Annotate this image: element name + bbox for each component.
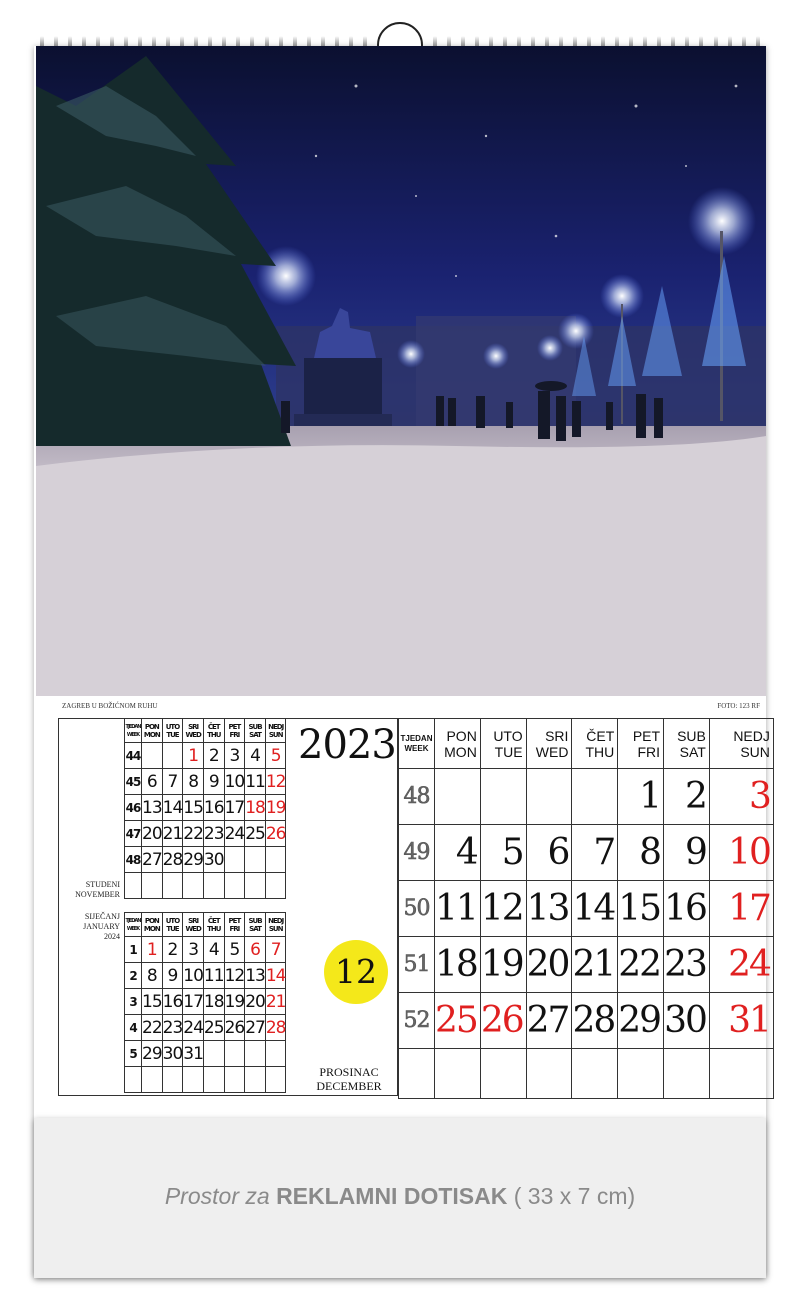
week-row	[125, 769, 286, 795]
day-header: SUB SAT	[245, 913, 266, 937]
day-header: SRI WED	[526, 719, 572, 769]
day-cell	[265, 1041, 286, 1067]
day-cell: 28	[265, 1015, 286, 1041]
day-cell	[245, 847, 266, 873]
day-cell: 16	[664, 881, 710, 937]
week-number: 47	[125, 821, 142, 847]
week-header: TJEDAN WEEK	[125, 913, 142, 937]
day-cell: 5	[480, 825, 526, 881]
day-cell	[709, 1049, 773, 1099]
day-cell: 13	[142, 795, 163, 821]
day-cell	[245, 1041, 266, 1067]
day-cell: 2	[203, 743, 224, 769]
day-cell: 15	[142, 989, 163, 1015]
week-number	[399, 1049, 435, 1099]
day-cell: 26	[265, 821, 286, 847]
day-cell	[224, 1041, 245, 1067]
january-label-en: JANUARY	[83, 922, 120, 931]
day-cell: 24	[224, 821, 245, 847]
day-cell: 24	[709, 937, 773, 993]
day-cell: 10	[224, 769, 245, 795]
day-cell: 22	[618, 937, 664, 993]
day-cell: 23	[203, 821, 224, 847]
day-cell	[526, 769, 572, 825]
day-header: ČET THU	[203, 719, 224, 743]
week-number	[125, 873, 142, 899]
day-cell	[203, 873, 224, 899]
day-cell: 7	[162, 769, 183, 795]
week-number: 48	[399, 769, 435, 825]
day-cell: 11	[435, 881, 481, 937]
day-cell: 1	[183, 743, 204, 769]
day-cell: 3	[183, 937, 204, 963]
day-cell: 2	[162, 937, 183, 963]
week-row	[125, 1041, 286, 1067]
day-cell	[162, 743, 183, 769]
january-label	[58, 912, 120, 942]
week-number: 44	[125, 743, 142, 769]
day-header: UTO TUE	[162, 719, 183, 743]
day-cell: 19	[480, 937, 526, 993]
day-cell: 27	[526, 993, 572, 1049]
week-row	[399, 881, 774, 937]
day-cell: 29	[142, 1041, 163, 1067]
day-cell: 8	[618, 825, 664, 881]
day-cell: 3	[709, 769, 773, 825]
week-number: 48	[125, 847, 142, 873]
day-cell	[265, 1067, 286, 1093]
ad-suffix: ( 33 x 7 cm)	[513, 1183, 636, 1209]
month-name-en: DECEMBER	[316, 1079, 382, 1093]
day-header: PET FRI	[618, 719, 664, 769]
day-cell: 29	[618, 993, 664, 1049]
day-cell: 30	[664, 993, 710, 1049]
day-cell: 20	[245, 989, 266, 1015]
week-number: 49	[399, 825, 435, 881]
day-cell: 25	[245, 821, 266, 847]
photo-caption: ZAGREB U BOŽIĆNOM RUHU	[62, 702, 158, 710]
november-label-hr: STUDENI	[85, 880, 120, 889]
day-header: SRI WED	[183, 719, 204, 743]
mini-calendar-january	[124, 912, 286, 1093]
day-cell: 12	[265, 769, 286, 795]
week-row	[125, 1067, 286, 1093]
ad-prefix: Prostor za	[164, 1183, 270, 1209]
day-cell: 18	[245, 795, 266, 821]
day-cell: 6	[245, 937, 266, 963]
day-cell	[142, 1067, 163, 1093]
month-name-hr: PROSINAC	[319, 1065, 379, 1079]
day-cell: 13	[245, 963, 266, 989]
day-cell	[435, 1049, 481, 1099]
year-title: 2023	[298, 722, 396, 768]
day-cell: 10	[183, 963, 204, 989]
day-cell: 9	[203, 769, 224, 795]
day-cell	[142, 873, 163, 899]
day-cell	[203, 1041, 224, 1067]
day-cell	[265, 847, 286, 873]
day-cell	[572, 769, 618, 825]
week-row	[125, 937, 286, 963]
day-cell: 16	[162, 989, 183, 1015]
week-number: 45	[125, 769, 142, 795]
december-calendar-grid	[398, 718, 774, 1099]
week-number	[125, 1067, 142, 1093]
day-cell: 4	[435, 825, 481, 881]
day-cell: 30	[162, 1041, 183, 1067]
week-header: TJEDAN WEEK	[125, 719, 142, 743]
day-cell	[183, 873, 204, 899]
day-cell: 9	[162, 963, 183, 989]
day-header: ČET THU	[572, 719, 618, 769]
week-number: 5	[125, 1041, 142, 1067]
day-cell	[162, 1067, 183, 1093]
day-cell: 13	[526, 881, 572, 937]
day-cell: 10	[709, 825, 773, 881]
day-cell: 31	[709, 993, 773, 1049]
day-cell: 23	[162, 1015, 183, 1041]
day-cell	[224, 1067, 245, 1093]
day-cell: 21	[265, 989, 286, 1015]
day-cell: 19	[265, 795, 286, 821]
day-cell: 6	[142, 769, 163, 795]
day-cell: 7	[265, 937, 286, 963]
week-row	[125, 743, 286, 769]
day-cell: 14	[572, 881, 618, 937]
day-header: SUB SAT	[664, 719, 710, 769]
day-cell: 20	[526, 937, 572, 993]
january-label-hr: SIJEČANJ	[84, 912, 120, 921]
week-row	[399, 993, 774, 1049]
day-cell: 6	[526, 825, 572, 881]
day-header: UTO TUE	[162, 913, 183, 937]
day-cell: 16	[203, 795, 224, 821]
week-row	[125, 821, 286, 847]
day-cell	[162, 873, 183, 899]
photo-credit: FOTO: 123 RF	[717, 702, 760, 710]
day-cell: 4	[245, 743, 266, 769]
month-number-badge: 12	[324, 940, 388, 1004]
day-cell: 7	[572, 825, 618, 881]
ad-bold: REKLAMNI DOTISAK	[276, 1183, 508, 1209]
day-header: PET FRI	[224, 719, 245, 743]
day-header: PON MON	[435, 719, 481, 769]
day-header: NEDJ SUN	[709, 719, 773, 769]
day-cell	[572, 1049, 618, 1099]
day-cell: 8	[142, 963, 163, 989]
week-number: 2	[125, 963, 142, 989]
day-cell	[435, 769, 481, 825]
day-cell	[526, 1049, 572, 1099]
week-row	[125, 847, 286, 873]
day-cell: 29	[183, 847, 204, 873]
day-cell: 3	[224, 743, 245, 769]
week-row	[125, 795, 286, 821]
day-cell	[224, 873, 245, 899]
week-row	[399, 825, 774, 881]
day-header: NEDJ SUN	[265, 719, 286, 743]
day-cell: 27	[142, 847, 163, 873]
day-cell	[664, 1049, 710, 1099]
day-cell: 28	[162, 847, 183, 873]
day-cell	[183, 1067, 204, 1093]
november-label	[58, 880, 120, 900]
week-header: TJEDAN WEEK	[399, 719, 435, 769]
day-header: SRI WED	[183, 913, 204, 937]
day-cell	[618, 1049, 664, 1099]
week-number: 4	[125, 1015, 142, 1041]
day-cell	[265, 873, 286, 899]
day-cell: 18	[203, 989, 224, 1015]
day-cell: 2	[664, 769, 710, 825]
day-cell: 24	[183, 1015, 204, 1041]
january-label-year: 2024	[104, 932, 120, 941]
day-cell: 25	[203, 1015, 224, 1041]
day-cell: 22	[142, 1015, 163, 1041]
day-cell: 17	[183, 989, 204, 1015]
week-number: 51	[399, 937, 435, 993]
week-row	[399, 1049, 774, 1099]
day-cell: 19	[224, 989, 245, 1015]
day-cell	[480, 1049, 526, 1099]
day-cell: 20	[142, 821, 163, 847]
day-cell: 8	[183, 769, 204, 795]
day-cell: 15	[183, 795, 204, 821]
week-row	[125, 963, 286, 989]
week-number: 46	[125, 795, 142, 821]
week-number: 3	[125, 989, 142, 1015]
week-number: 52	[399, 993, 435, 1049]
day-cell: 11	[245, 769, 266, 795]
november-label-en: NOVEMBER	[75, 890, 120, 899]
day-header: UTO TUE	[480, 719, 526, 769]
day-cell: 17	[224, 795, 245, 821]
day-cell: 5	[224, 937, 245, 963]
day-cell: 1	[618, 769, 664, 825]
day-cell: 12	[480, 881, 526, 937]
day-cell: 23	[664, 937, 710, 993]
day-header: NEDJ SUN	[265, 913, 286, 937]
day-cell: 22	[183, 821, 204, 847]
week-row	[125, 989, 286, 1015]
day-cell: 14	[162, 795, 183, 821]
day-header: ČET THU	[203, 913, 224, 937]
week-row	[125, 873, 286, 899]
day-cell: 21	[572, 937, 618, 993]
day-cell: 31	[183, 1041, 204, 1067]
day-cell	[203, 1067, 224, 1093]
day-cell: 26	[480, 993, 526, 1049]
day-cell: 25	[435, 993, 481, 1049]
day-cell: 26	[224, 1015, 245, 1041]
week-row	[125, 1015, 286, 1041]
day-cell: 4	[203, 937, 224, 963]
day-cell	[245, 1067, 266, 1093]
week-row	[399, 937, 774, 993]
ad-space-text	[0, 1183, 800, 1210]
day-header: PET FRI	[224, 913, 245, 937]
day-header: PON MON	[142, 719, 163, 743]
day-cell: 17	[709, 881, 773, 937]
week-number: 1	[125, 937, 142, 963]
day-cell: 12	[224, 963, 245, 989]
mini-calendar-november	[124, 718, 286, 899]
day-cell: 21	[162, 821, 183, 847]
day-cell: 9	[664, 825, 710, 881]
day-header: SUB SAT	[245, 719, 266, 743]
winter-night-photo	[36, 46, 766, 696]
day-cell: 27	[245, 1015, 266, 1041]
day-cell	[224, 847, 245, 873]
day-cell: 28	[572, 993, 618, 1049]
day-cell: 18	[435, 937, 481, 993]
month-name	[300, 1065, 398, 1093]
day-cell: 30	[203, 847, 224, 873]
day-cell	[245, 873, 266, 899]
day-cell: 1	[142, 937, 163, 963]
day-header: PON MON	[142, 913, 163, 937]
day-cell: 5	[265, 743, 286, 769]
week-row	[399, 769, 774, 825]
day-cell	[142, 743, 163, 769]
day-cell: 14	[265, 963, 286, 989]
day-cell: 15	[618, 881, 664, 937]
day-cell: 11	[203, 963, 224, 989]
week-number: 50	[399, 881, 435, 937]
day-cell	[480, 769, 526, 825]
